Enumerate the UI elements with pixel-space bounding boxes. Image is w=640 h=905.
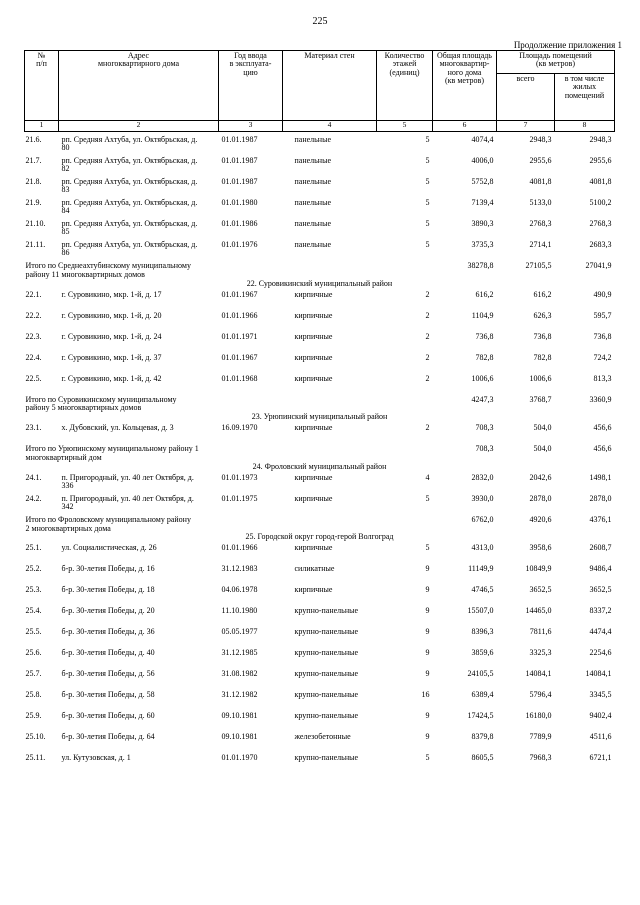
premises-all-cell: 14084,1 <box>525 669 552 679</box>
premises-living-cell: 595,7 <box>593 310 612 320</box>
year-cell: 01.01.1971 <box>221 331 258 341</box>
premises-living-cell: 2768,3 <box>589 219 612 228</box>
total-area-cell: 708,3 <box>475 444 494 454</box>
district-heading: 24. Фроловский муниципальный район <box>252 461 387 471</box>
total-area-cell: 11149,9 <box>468 564 494 574</box>
district-heading-row <box>25 280 615 291</box>
total-area-cell: 2832,0 <box>471 472 494 482</box>
premises-living-cell: 2955,6 <box>589 156 612 165</box>
material-cell: кирпичные <box>294 310 333 320</box>
floors-cell: 9 <box>425 732 430 742</box>
table-body <box>25 132 615 776</box>
premises-living-cell: 456,6 <box>593 423 612 433</box>
table-row <box>25 544 615 565</box>
premises-all-cell: 5133,0 <box>529 198 552 207</box>
total-area-cell: 3735,3 <box>471 240 494 249</box>
material-cell: крупно-панельные <box>294 690 359 700</box>
year-cell: 01.01.1987 <box>221 135 258 144</box>
year-cell: 01.01.1970 <box>221 753 258 763</box>
material-cell: крупно-панельные <box>294 648 359 658</box>
premises-all-cell: 10849,9 <box>525 564 552 574</box>
total-area-cell: 8605,5 <box>471 753 494 763</box>
table-row <box>25 157 615 178</box>
header-premises-living: в том числе жилых помещений <box>555 74 615 121</box>
table-row <box>25 712 615 733</box>
material-cell: панельные <box>294 156 332 165</box>
table-row <box>25 241 615 262</box>
table-row <box>25 474 615 495</box>
row-number: 21.10. <box>25 219 46 228</box>
district-heading: 25. Городской округ город-герой Волгоград <box>245 532 394 542</box>
address-cell: рп. Средняя Ахтуба, ул. Октябрьская, д. 86 <box>61 240 198 258</box>
premises-living-cell: 9486,4 <box>589 564 612 574</box>
table-row <box>25 220 615 241</box>
row-number: 24.2. <box>25 493 42 503</box>
row-number: 22.3. <box>25 331 42 341</box>
premises-all-cell: 616,2 <box>533 289 552 299</box>
row-number: 25.5. <box>25 627 42 637</box>
column-number: 5 <box>377 121 433 132</box>
table-row <box>25 628 615 649</box>
premises-all-cell: 5796,4 <box>529 690 552 700</box>
row-number: 25.11. <box>25 753 46 763</box>
floors-cell: 5 <box>425 177 430 186</box>
premises-all-cell: 14465,0 <box>525 606 552 616</box>
housing-table <box>24 50 615 775</box>
material-cell: кирпичные <box>294 472 333 482</box>
address-cell: б-р. 30-летия Победы, д. 18 <box>61 585 155 595</box>
total-area-cell: 24105,5 <box>467 669 494 679</box>
year-cell: 01.01.1968 <box>221 373 258 383</box>
total-label: Итого по Фроловскому муниципальному району 2 многоквартирных дома <box>25 514 191 533</box>
row-number: 25.9. <box>25 711 42 721</box>
premises-living-cell: 490,9 <box>593 289 612 299</box>
premises-all-cell: 504,0 <box>533 444 552 454</box>
material-cell: панельные <box>294 198 332 207</box>
premises-living-cell: 2878,0 <box>589 493 612 503</box>
district-heading: 22. Суровикинский муниципальный район <box>246 278 393 288</box>
year-cell: 01.01.1966 <box>221 543 258 553</box>
material-cell: панельные <box>294 135 332 144</box>
material-cell: кирпичные <box>294 373 333 383</box>
table-row <box>25 375 615 396</box>
total-area-cell: 8379,8 <box>471 732 494 742</box>
floors-cell: 2 <box>425 423 430 433</box>
floors-cell: 2 <box>425 373 430 383</box>
floors-cell: 5 <box>425 135 430 144</box>
premises-all-cell: 4920,6 <box>529 514 552 524</box>
table-row <box>25 586 615 607</box>
address-cell: рп. Средняя Ахтуба, ул. Октябрьская, д. 82 <box>61 156 198 174</box>
total-area-cell: 4074,4 <box>471 135 494 144</box>
total-area-cell: 736,8 <box>475 331 494 341</box>
year-cell: 05.05.1977 <box>221 627 258 637</box>
table-row <box>25 754 615 775</box>
address-cell: б-р. 30-летия Победы, д. 20 <box>61 606 155 616</box>
premises-all-cell: 3958,6 <box>529 543 552 553</box>
floors-cell: 5 <box>425 219 430 228</box>
table-row <box>25 670 615 691</box>
premises-living-cell: 2608,7 <box>589 543 612 553</box>
material-cell: кирпичные <box>294 423 333 433</box>
address-cell: г. Суровикино, мкр. 1-й, д. 24 <box>61 331 162 341</box>
premises-all-cell: 7811,6 <box>529 627 552 637</box>
row-number: 22.4. <box>25 352 42 362</box>
premises-living-cell: 1498,1 <box>589 472 612 482</box>
year-cell: 31.08.1982 <box>221 669 258 679</box>
address-cell: г. Суровикино, мкр. 1-й, д. 37 <box>61 352 162 362</box>
floors-cell: 5 <box>425 156 430 165</box>
premises-all-cell: 3325,3 <box>529 648 552 658</box>
address-cell: г. Суровикино, мкр. 1-й, д. 17 <box>61 289 162 299</box>
year-cell: 01.01.1986 <box>221 219 258 228</box>
address-cell: рп. Средняя Ахтуба, ул. Октябрьская, д. 80 <box>61 135 198 153</box>
material-cell: панельные <box>294 219 332 228</box>
premises-living-cell: 3360,9 <box>589 394 612 404</box>
column-number: 2 <box>59 121 219 132</box>
premises-all-cell: 3768,7 <box>529 394 552 404</box>
address-cell: рп. Средняя Ахтуба, ул. Октябрьская, д. 84 <box>61 198 198 216</box>
premises-living-cell: 3345,5 <box>589 690 612 700</box>
row-number: 25.4. <box>25 606 42 616</box>
premises-all-cell: 2878,0 <box>529 493 552 503</box>
premises-all-cell: 2042,6 <box>529 472 552 482</box>
table-row <box>25 312 615 333</box>
address-cell: б-р. 30-летия Победы, д. 56 <box>61 669 155 679</box>
header-floors: Количество этажей (единиц) <box>377 51 433 121</box>
header-year: Год ввода в эксплуата- цию <box>219 51 283 121</box>
table-row <box>25 333 615 354</box>
address-cell: г. Суровикино, мкр. 1-й, д. 42 <box>61 373 162 383</box>
address-cell: б-р. 30-летия Победы, д. 16 <box>61 564 155 574</box>
row-number: 24.1. <box>25 472 42 482</box>
premises-living-cell: 2948,3 <box>589 135 612 144</box>
premises-all-cell: 1006,6 <box>529 373 552 383</box>
table-row <box>25 565 615 586</box>
material-cell: силикатные <box>294 564 335 574</box>
row-number: 22.1. <box>25 289 42 299</box>
column-number: 8 <box>555 121 615 132</box>
year-cell: 31.12.1983 <box>221 564 258 574</box>
premises-living-cell: 4474,4 <box>589 627 612 637</box>
year-cell: 01.01.1966 <box>221 310 258 320</box>
material-cell: крупно-панельные <box>294 627 359 637</box>
premises-all-cell: 2768,3 <box>529 219 552 228</box>
total-area-cell: 782,8 <box>475 352 494 362</box>
row-number: 21.9. <box>25 198 42 207</box>
premises-living-cell: 4511,6 <box>589 732 612 742</box>
year-cell: 01.01.1973 <box>221 472 258 482</box>
table-row <box>25 136 615 157</box>
material-cell: железобетонные <box>294 732 351 742</box>
total-label: Итого по Среднеахтубинскому муниципальному району 11 многоквартирных домов <box>25 261 191 279</box>
address-cell: б-р. 30-летия Победы, д. 58 <box>61 690 155 700</box>
year-cell: 04.06.1978 <box>221 585 258 595</box>
column-number: 4 <box>283 121 377 132</box>
total-area-cell: 616,2 <box>475 289 494 299</box>
floors-cell: 9 <box>425 648 430 658</box>
year-cell: 01.01.1975 <box>221 493 258 503</box>
address-cell: рп. Средняя Ахтуба, ул. Октябрьская, д. 83 <box>61 177 198 195</box>
year-cell: 01.01.1967 <box>221 289 258 299</box>
total-area-cell: 4313,0 <box>471 543 494 553</box>
table-row <box>25 178 615 199</box>
page-number: 225 <box>312 16 328 27</box>
total-area-cell: 3930,0 <box>471 493 494 503</box>
premises-all-cell: 16180,0 <box>525 711 552 721</box>
table-row <box>25 291 615 312</box>
total-label: Итого по Урюпинскому муниципальному району 1 многоквартирный дом <box>25 444 199 462</box>
total-area-cell: 3890,3 <box>471 219 494 228</box>
column-number: 3 <box>219 121 283 132</box>
material-cell: кирпичные <box>294 493 333 503</box>
year-cell: 09.10.1981 <box>221 711 258 721</box>
total-area-cell: 1104,9 <box>471 310 494 320</box>
header-total-area: Общая площадь многоквартир- ного дома (кв метров) <box>433 51 497 121</box>
row-number: 25.7. <box>25 669 42 679</box>
premises-all-cell: 626,3 <box>533 310 552 320</box>
floors-cell: 4 <box>425 472 430 482</box>
premises-living-cell: 27041,9 <box>585 261 612 270</box>
table-row <box>25 354 615 375</box>
floors-cell: 5 <box>425 543 430 553</box>
premises-all-cell: 736,8 <box>533 331 552 341</box>
address-cell: б-р. 30-летия Победы, д. 60 <box>61 711 155 721</box>
floors-cell: 2 <box>425 310 430 320</box>
table-row <box>25 649 615 670</box>
column-number: 7 <box>497 121 555 132</box>
floors-cell: 2 <box>425 331 430 341</box>
total-row <box>25 262 615 280</box>
year-cell: 01.01.1987 <box>221 177 258 186</box>
material-cell: кирпичные <box>294 331 333 341</box>
row-number: 25.2. <box>25 564 42 574</box>
column-number: 6 <box>433 121 497 132</box>
header-address: Адрес многоквартирного дома <box>59 51 219 121</box>
floors-cell: 5 <box>425 753 430 763</box>
premises-living-cell: 2683,3 <box>589 240 612 249</box>
floors-cell: 9 <box>425 564 430 574</box>
premises-living-cell: 3652,5 <box>589 585 612 595</box>
address-cell: ул. Кутузовская, д. 1 <box>61 753 131 763</box>
floors-cell: 9 <box>425 627 430 637</box>
year-cell: 01.01.1967 <box>221 352 258 362</box>
floors-cell: 5 <box>425 240 430 249</box>
total-row <box>25 445 615 463</box>
total-area-cell: 1006,6 <box>471 373 494 383</box>
address-cell: б-р. 30-летия Победы, д. 64 <box>61 732 155 742</box>
continuation-note: Продолжение приложения 1 <box>513 40 622 50</box>
material-cell: кирпичные <box>294 352 333 362</box>
floors-cell: 16 <box>421 690 430 700</box>
premises-living-cell: 9402,4 <box>589 711 612 721</box>
year-cell: 11.10.1980 <box>221 606 258 616</box>
total-area-cell: 5752,8 <box>471 177 494 186</box>
total-area-cell: 4746,5 <box>471 585 494 595</box>
premises-living-cell: 14084,1 <box>585 669 612 679</box>
year-cell: 01.01.1987 <box>221 156 258 165</box>
total-area-cell: 708,3 <box>475 423 494 433</box>
premises-all-cell: 2714,1 <box>529 240 552 249</box>
total-area-cell: 38278,8 <box>467 261 494 270</box>
district-heading: 23. Урюпинский муниципальный район <box>251 412 388 422</box>
floors-cell: 5 <box>425 493 430 503</box>
row-number: 22.5. <box>25 373 42 383</box>
year-cell: 16.09.1970 <box>221 423 258 433</box>
row-number: 25.6. <box>25 648 42 658</box>
material-cell: кирпичные <box>294 289 333 299</box>
year-cell: 01.01.1980 <box>221 198 258 207</box>
table-row <box>25 733 615 754</box>
floors-cell: 9 <box>425 585 430 595</box>
year-cell: 31.12.1982 <box>221 690 258 700</box>
premises-living-cell: 456,6 <box>593 444 612 454</box>
year-cell: 31.12.1985 <box>221 648 258 658</box>
premises-living-cell: 4376,1 <box>589 514 612 524</box>
floors-cell: 5 <box>425 198 430 207</box>
address-cell: б-р. 30-летия Победы, д. 36 <box>61 627 155 637</box>
row-number: 25.1. <box>25 543 42 553</box>
floors-cell: 9 <box>425 606 430 616</box>
table-row <box>25 424 615 445</box>
address-cell: п. Пригородный, ул. 40 лет Октября, д. 342 <box>61 493 194 512</box>
premises-all-cell: 2955,6 <box>529 156 552 165</box>
row-number: 21.11. <box>25 240 46 249</box>
premises-all-cell: 3652,5 <box>529 585 552 595</box>
row-number: 21.7. <box>25 156 42 165</box>
total-area-cell: 15507,0 <box>467 606 494 616</box>
total-row <box>25 396 615 414</box>
floors-cell: 2 <box>425 289 430 299</box>
header-material: Материал стен <box>283 51 377 121</box>
premises-all-cell: 2948,3 <box>529 135 552 144</box>
premises-all-cell: 782,8 <box>533 352 552 362</box>
header-no: № п/п <box>25 51 59 121</box>
material-cell: панельные <box>294 240 332 249</box>
column-number: 1 <box>25 121 59 132</box>
material-cell: крупно-панельные <box>294 753 359 763</box>
table-row <box>25 495 615 516</box>
premises-all-cell: 504,0 <box>533 423 552 433</box>
address-cell: ул. Социалистическая, д. 26 <box>61 543 157 553</box>
total-area-cell: 3859,6 <box>471 648 494 658</box>
address-cell: п. Пригородный, ул. 40 лет Октября, д. 336 <box>61 472 194 491</box>
floors-cell: 9 <box>425 669 430 679</box>
total-label: Итого по Суровикинскому муниципальному району 5 многоквартирных домов <box>25 394 177 413</box>
address-cell: х. Дубовский, ул. Кольцевая, д. 3 <box>61 423 174 433</box>
premises-living-cell: 2254,6 <box>589 648 612 658</box>
table-row <box>25 691 615 712</box>
premises-living-cell: 6721,1 <box>589 753 612 763</box>
premises-living-cell: 736,8 <box>593 331 612 341</box>
total-area-cell: 17424,5 <box>467 711 494 721</box>
total-area-cell: 8396,3 <box>471 627 494 637</box>
row-number: 25.3. <box>25 585 42 595</box>
total-area-cell: 7139,4 <box>471 198 494 207</box>
year-cell: 01.01.1976 <box>221 240 258 249</box>
address-cell: рп. Средняя Ахтуба, ул. Октябрьская, д. 85 <box>61 219 198 237</box>
total-row <box>25 516 615 534</box>
material-cell: кирпичные <box>294 585 333 595</box>
material-cell: крупно-панельные <box>294 711 359 721</box>
row-number: 25.8. <box>25 690 42 700</box>
table-row <box>25 607 615 628</box>
floors-cell: 9 <box>425 711 430 721</box>
premises-living-cell: 8337,2 <box>589 606 612 616</box>
header-premises-all: всего <box>497 74 555 121</box>
header-premises: Площадь помещений (кв метров) <box>497 51 615 74</box>
address-cell: г. Суровикино, мкр. 1-й, д. 20 <box>61 310 162 320</box>
address-cell: б-р. 30-летия Победы, д. 40 <box>61 648 155 658</box>
premises-all-cell: 7789,9 <box>529 732 552 742</box>
material-cell: крупно-панельные <box>294 606 359 616</box>
total-area-cell: 4247,3 <box>471 394 494 404</box>
total-area-cell: 6762,0 <box>471 514 494 524</box>
premises-living-cell: 813,3 <box>593 373 612 383</box>
row-number: 23.1. <box>25 423 42 433</box>
premises-living-cell: 4081,8 <box>589 177 612 186</box>
row-number: 25.10. <box>25 732 46 742</box>
total-area-cell: 4006,0 <box>471 156 494 165</box>
premises-all-cell: 4081,8 <box>529 177 552 186</box>
table-row <box>25 199 615 220</box>
year-cell: 09.10.1981 <box>221 732 258 742</box>
premises-living-cell: 5100,2 <box>589 198 612 207</box>
row-number: 21.8. <box>25 177 42 186</box>
total-area-cell: 6389,4 <box>471 690 494 700</box>
premises-all-cell: 27105,5 <box>525 261 552 270</box>
premises-living-cell: 724,2 <box>593 352 612 362</box>
material-cell: панельные <box>294 177 332 186</box>
premises-all-cell: 7968,3 <box>529 753 552 763</box>
material-cell: кирпичные <box>294 543 333 553</box>
material-cell: крупно-панельные <box>294 669 359 679</box>
row-number: 21.6. <box>25 135 42 144</box>
row-number: 22.2. <box>25 310 42 320</box>
floors-cell: 2 <box>425 352 430 362</box>
